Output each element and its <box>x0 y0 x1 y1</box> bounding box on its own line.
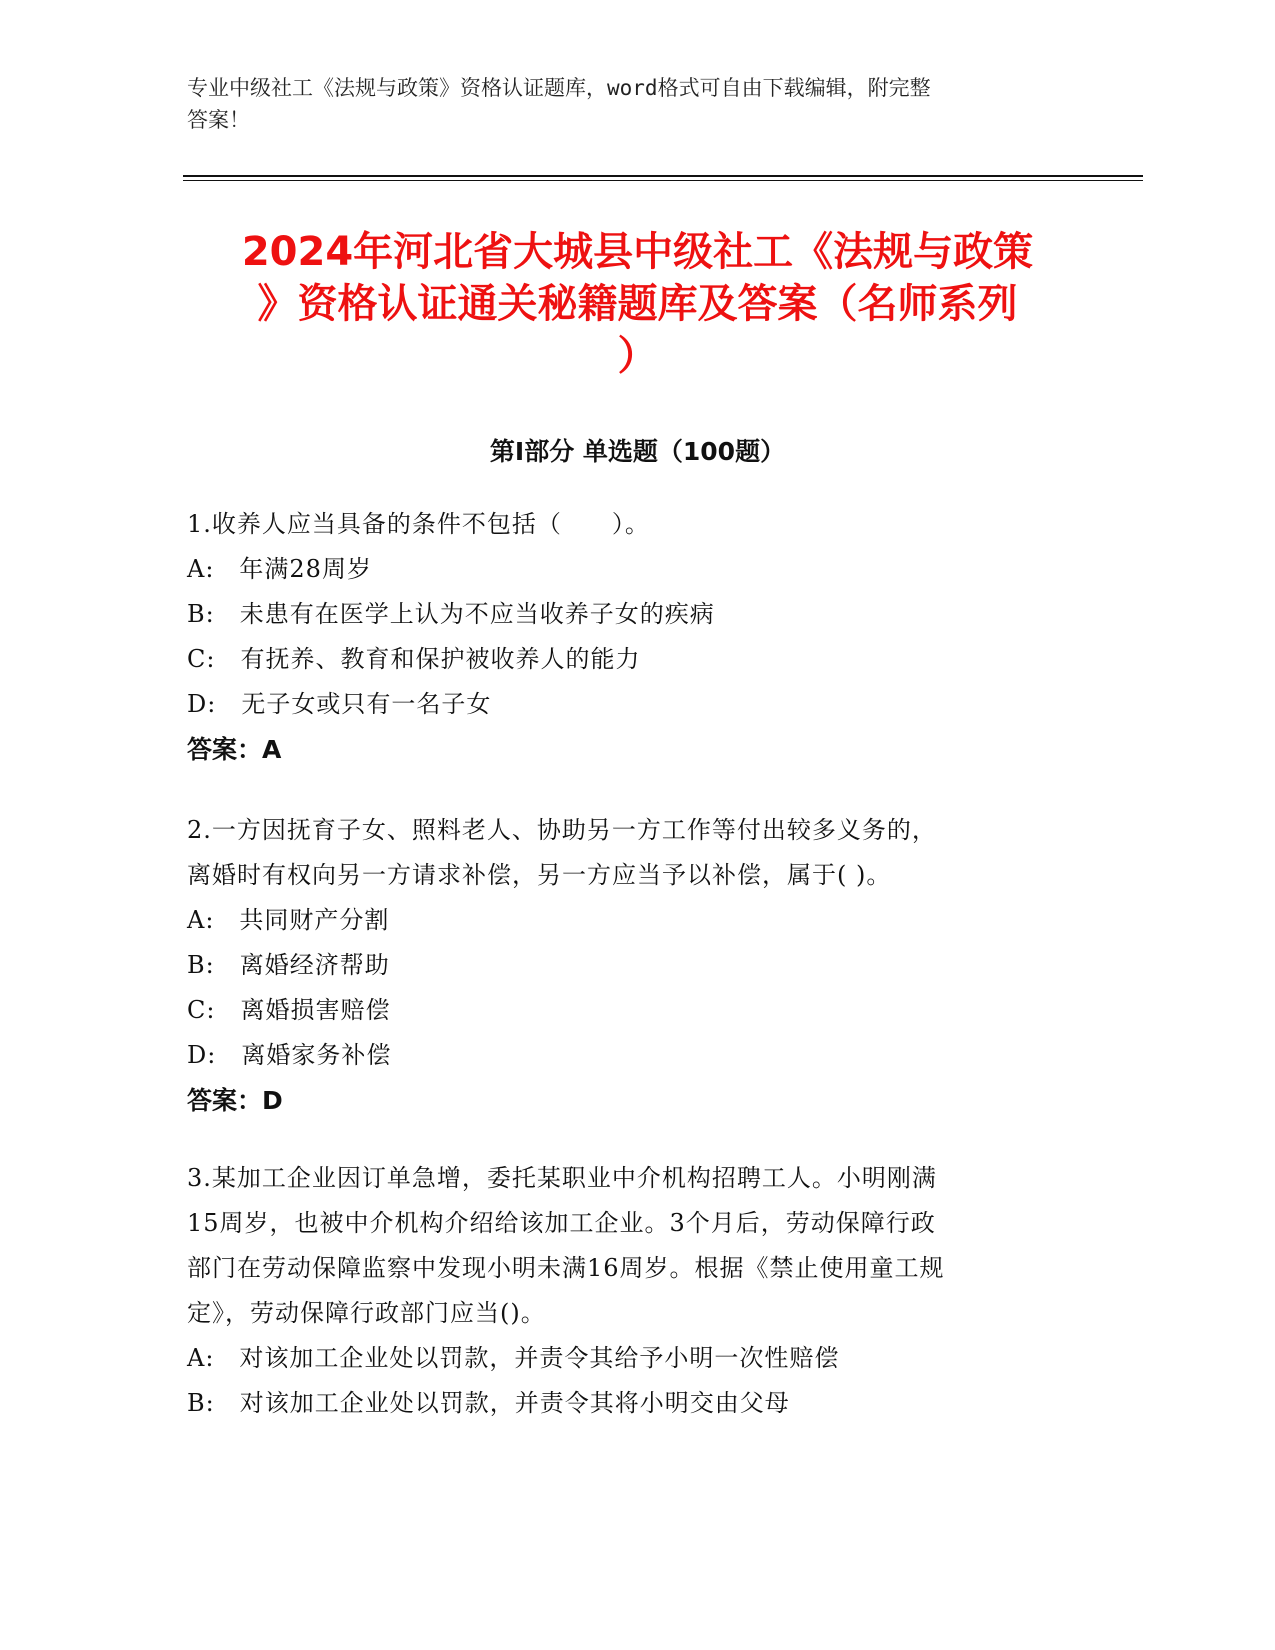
question-stem: 2.一方因抚育子女、照料老人、协助另一方工作等付出较多义务的， <box>187 816 937 844</box>
option-d: D: 无子女或只有一名子女 <box>187 690 492 718</box>
document-title <box>180 226 1095 382</box>
title-line: 》资格认证通关秘籍题库及答案（名师系列 <box>257 281 1018 327</box>
option-b: B: 离婚经济帮助 <box>187 951 390 979</box>
question-stem: 1.收养人应当具备的条件不包括（ ）。 <box>187 510 650 538</box>
question-stem: 部门在劳动保障监察中发现小明未满16周岁。根据《禁止使用童工规 <box>187 1254 945 1282</box>
section-heading: 第I部分 单选题（100题） <box>489 437 786 466</box>
page-header <box>187 72 1067 136</box>
option-a: A: 共同财产分割 <box>187 906 390 934</box>
question-2 <box>187 808 1087 1123</box>
option-a: A: 对该加工企业处以罚款，并责令其给予小明一次性赔偿 <box>187 1344 840 1372</box>
question-3 <box>187 1156 1087 1426</box>
option-b: B: 对该加工企业处以罚款，并责令其将小明交由父母 <box>187 1389 790 1417</box>
header-line: 专业中级社工《法规与政策》资格认证题库，word格式可自由下载编辑，附完整 <box>187 76 931 100</box>
option-d: D: 离婚家务补偿 <box>187 1041 392 1069</box>
question-stem: 定》，劳动保障行政部门应当()。 <box>187 1299 546 1327</box>
option-c: C: 有抚养、教育和保护被收养人的能力 <box>187 645 641 673</box>
question-stem: 离婚时有权向另一方请求补偿，另一方应当予以补偿，属于( )。 <box>187 861 892 889</box>
answer: 答案：D <box>187 1086 283 1115</box>
option-a: A: 年满28周岁 <box>187 555 372 583</box>
header-line: 答案！ <box>187 108 250 132</box>
title-line: ） <box>617 333 658 379</box>
header-divider <box>183 175 1143 177</box>
title-line: 2024年河北省大城县中级社工《法规与政策 <box>241 229 1034 275</box>
option-c: C: 离婚损害赔偿 <box>187 996 391 1024</box>
question-1 <box>187 502 1087 772</box>
question-stem: 3.某加工企业因订单急增，委托某职业中介机构招聘工人。小明刚满 <box>187 1164 937 1192</box>
option-b: B: 未患有在医学上认为不应当收养子女的疾病 <box>187 600 715 628</box>
question-stem: 15周岁，也被中介机构介绍给该加工企业。3个月后，劳动保障行政 <box>187 1209 936 1237</box>
header-divider <box>183 180 1143 181</box>
answer: 答案：A <box>187 735 282 764</box>
